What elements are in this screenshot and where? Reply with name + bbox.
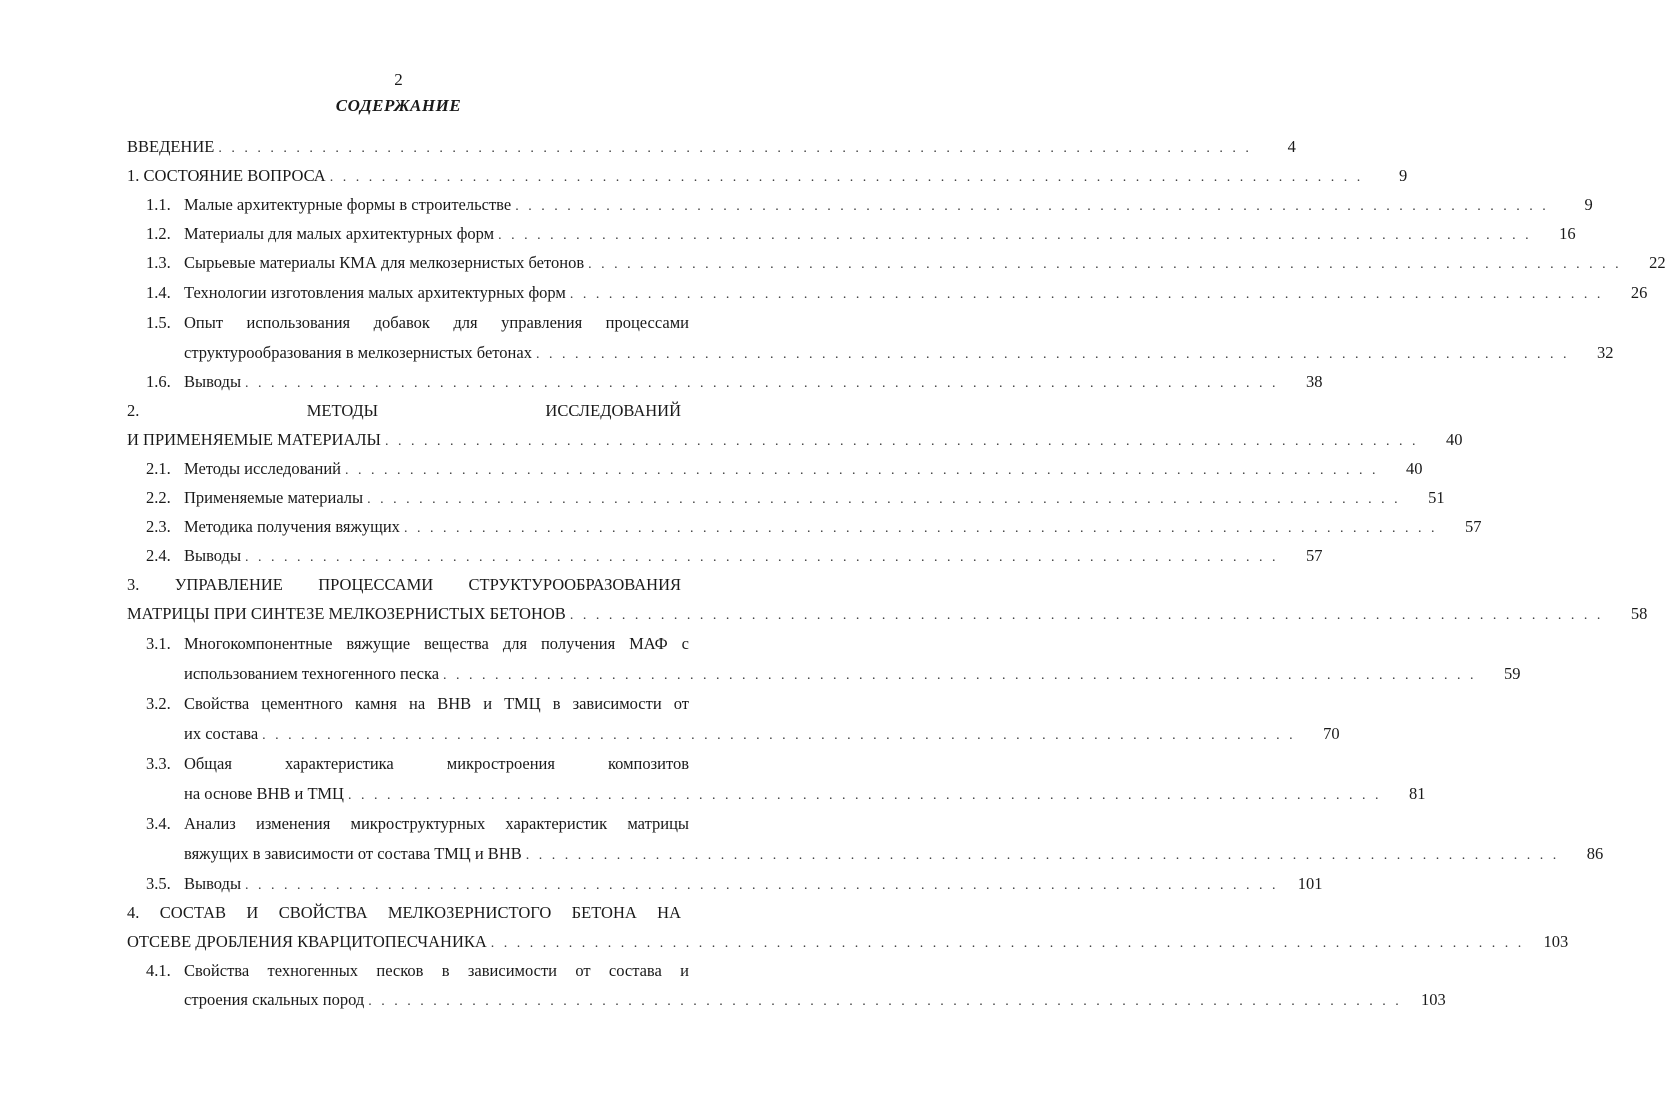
toc-page-number: 40	[1445, 430, 1463, 449]
toc-page-number: 9	[1584, 195, 1593, 214]
toc-line	[146, 456, 1423, 482]
toc-item-number: 1.3.	[146, 253, 171, 272]
toc-line	[146, 280, 1648, 306]
leader-dots: . . . . . . . . . . . . . . . . . . . . . . . . . . . . . . . . . . . . . . . . . . . . . . . . . . . . . . . . . . . . . . . . . . . . . . . . . . . . . . . .	[245, 878, 1279, 893]
toc-line	[146, 192, 1593, 218]
leader-dots: . . . . . . . . . . . . . . . . . . . . . . . . . . . . . . . . . . . . . . . . . . . . . . . . . . . . . . . . . . . . . . . . . . . . . . . . . . . . . . . .	[218, 141, 1252, 156]
toc-item-title: Свойства техногенных песков в зависимости от состава и	[184, 961, 689, 980]
toc-page-number: 38	[1306, 372, 1323, 391]
leader-dots: . . . . . . . . . . . . . . . . . . . . . . . . . . . . . . . . . . . . . . . . . . . . . . . . . . . . . . . . . . . . . . . . . . . . . . . . . . . . . . . .	[347, 788, 1382, 803]
toc-item-number: 2.1.	[146, 459, 171, 478]
toc-item-number: 2.2.	[146, 488, 171, 507]
toc-page-number: 81	[1408, 784, 1426, 803]
toc-line	[127, 601, 1648, 627]
toc-item-number: 1.6.	[146, 372, 171, 391]
toc-item-title: Опыт использования добавок для управления процессами	[184, 313, 689, 332]
toc-item-number: 3.5.	[146, 874, 171, 893]
toc-item-title: Материалы для малых архитектурных форм	[184, 224, 495, 243]
toc-item-number: 2.3.	[146, 517, 171, 536]
toc-page-number: 16	[1559, 224, 1576, 243]
toc-item-title: на основе ВНВ и ТМЦ	[184, 784, 344, 803]
toc-line	[127, 398, 737, 424]
toc-item-number: 1.1.	[146, 195, 171, 214]
toc-item-number: 4.1.	[146, 961, 171, 980]
toc-page-number: 103	[1543, 932, 1569, 951]
leader-dots: . . . . . . . . . . . . . . . . . . . . . . . . . . . . . . . . . . . . . . . . . . . . . . . . . . . . . . . . . . . . . . . . . . . . . . . . . . . . . . . .	[588, 257, 1622, 272]
toc-page-number: 59	[1504, 664, 1521, 683]
toc-line	[146, 691, 737, 717]
toc-item-title: вяжущих в зависимости от состава ТМЦ и ВНВ	[184, 844, 522, 863]
toc-item-title: использованием техногенного песка	[184, 664, 440, 683]
toc-item-title: Общая характеристика микростроения композитов	[184, 754, 689, 773]
toc-line	[146, 751, 737, 777]
toc-page-number: 22	[1649, 253, 1666, 272]
toc-item-title: И ПРИМЕНЯЕМЫЕ МАТЕРИАЛЫ	[127, 430, 381, 449]
toc-item-number: 3.2.	[146, 694, 171, 713]
toc-item-number: 3.4.	[146, 814, 171, 833]
toc-line	[146, 871, 1323, 897]
toc-item-title: 1. СОСТОЯНИЕ ВОПРОСА	[127, 166, 326, 185]
toc-page-number: 9	[1398, 166, 1408, 185]
leader-dots: . . . . . . . . . . . . . . . . . . . . . . . . . . . . . . . . . . . . . . . . . . . . . . . . . . . . . . . . . . . . . . . . . . . . . . . . . . . . . . . .	[403, 521, 1438, 536]
toc-item-number: 3.3.	[146, 754, 171, 773]
toc-page-number: 51	[1428, 488, 1445, 507]
toc-page-number: 86	[1586, 844, 1604, 863]
toc-item-title: Свойства цементного камня на ВНВ и ТМЦ в зависимости от	[184, 694, 689, 713]
leader-dots: . . . . . . . . . . . . . . . . . . . . . . . . . . . . . . . . . . . . . . . . . . . . . . . . . . . . . . . . . . . . . . . . . . . . . . . . . . . . . . . .	[515, 199, 1549, 214]
toc-item-number: 1.5.	[146, 313, 171, 332]
toc-item-title: 4. СОСТАВ И СВОЙСТВА МЕЛКОЗЕРНИСТОГО БЕТОНА НА	[127, 903, 681, 922]
toc-item-number: 1.4.	[146, 283, 171, 302]
toc-line	[127, 572, 737, 598]
toc-item-title: 2. МЕТОДЫ ИССЛЕДОВАНИЙ	[127, 401, 681, 420]
toc-page-number: 26	[1630, 283, 1648, 302]
toc-item-title: Малые архитектурные формы в строительстве	[184, 195, 512, 214]
leader-dots: . . . . . . . . . . . . . . . . . . . . . . . . . . . . . . . . . . . . . . . . . . . . . . . . . . . . . . . . . . . . . . . . . . . . . . . . . . . . . . . .	[525, 848, 1560, 863]
toc-page-number: 101	[1297, 874, 1323, 893]
toc-line	[127, 163, 1408, 189]
leader-dots: . . . . . . . . . . . . . . . . . . . . . . . . . . . . . . . . . . . . . . . . . . . . . . . . . . . . . . . . . . . . . . . . . . . . . . . . . . . . . . . .	[245, 376, 1279, 391]
toc-item-number: 3.1.	[146, 634, 171, 653]
toc-line	[127, 134, 1296, 160]
toc-line	[146, 485, 1445, 511]
toc-line	[146, 811, 737, 837]
toc-item-title: ОТСЕВЕ ДРОБЛЕНИЯ КВАРЦИТОПЕСЧАНИКА	[127, 932, 487, 951]
toc-line	[146, 221, 1576, 247]
toc-item-title: Многокомпонентные вяжущие вещества для получения МАФ с	[184, 634, 689, 653]
leader-dots: . . . . . . . . . . . . . . . . . . . . . . . . . . . . . . . . . . . . . . . . . . . . . . . . . . . . . . . . . . . . . . . . . . . . . . . . . . . . . . . .	[329, 170, 1364, 185]
toc-item-title: 3. УПРАВЛЕНИЕ ПРОЦЕССАМИ СТРУКТУРООБРАЗОВАНИЯ	[127, 575, 681, 594]
toc-line	[146, 543, 1323, 569]
toc-line	[146, 250, 1666, 276]
toc-line	[146, 310, 737, 336]
leader-dots: . . . . . . . . . . . . . . . . . . . . . . . . . . . . . . . . . . . . . . . . . . . . . . . . . . . . . . . . . . . . . . . . . . . . . . . . . . . . . . . .	[262, 728, 1296, 743]
toc-line	[146, 958, 737, 984]
toc-item-title: Методы исследований	[184, 459, 341, 478]
toc-line	[146, 661, 1521, 687]
toc-page-number: 70	[1323, 724, 1340, 743]
toc-page-number: 4	[1287, 137, 1296, 156]
toc-item-title: строения скальных пород	[184, 990, 365, 1009]
leader-dots: . . . . . . . . . . . . . . . . . . . . . . . . . . . . . . . . . . . . . . . . . . . . . . . . . . . . . . . . . . . . . . . . . . . . . . . . . . . . . . . .	[384, 434, 1419, 449]
leader-dots: . . . . . . . . . . . . . . . . . . . . . . . . . . . . . . . . . . . . . . . . . . . . . . . . . . . . . . . . . . . . . . . . . . . . . . . . . . . . . . . .	[490, 936, 1525, 951]
toc-line	[146, 514, 1482, 540]
toc-line	[127, 427, 1463, 453]
page-number: 2	[394, 70, 403, 89]
toc-line	[146, 631, 737, 657]
toc-item-number: 1.2.	[146, 224, 171, 243]
toc-line	[127, 900, 737, 926]
toc-item-title: Методика получения вяжущих	[184, 517, 400, 536]
leader-dots: . . . . . . . . . . . . . . . . . . . . . . . . . . . . . . . . . . . . . . . . . . . . . . . . . . . . . . . . . . . . . . . . . . . . . . . . . . . . . . . .	[345, 463, 1379, 478]
toc-item-title: Анализ изменения микроструктурных характеристик матрицы	[184, 814, 689, 833]
leader-dots: . . . . . . . . . . . . . . . . . . . . . . . . . . . . . . . . . . . . . . . . . . . . . . . . . . . . . . . . . . . . . . . . . . . . . . . . . . . . . . . .	[569, 287, 1604, 302]
leader-dots: . . . . . . . . . . . . . . . . . . . . . . . . . . . . . . . . . . . . . . . . . . . . . . . . . . . . . . . . . . . . . . . . . . . . . . . . . . . . . . . .	[443, 668, 1477, 683]
toc-line	[146, 369, 1323, 395]
toc-page-number: 32	[1596, 343, 1614, 362]
toc-line	[146, 781, 1426, 807]
toc-line	[146, 987, 1446, 1013]
toc-page-number: 103	[1421, 990, 1446, 1009]
toc-line	[146, 721, 1340, 747]
page-title: СОДЕРЖАНИЕ	[335, 96, 462, 115]
toc-item-title: МАТРИЦЫ ПРИ СИНТЕЗЕ МЕЛКОЗЕРНИСТЫХ БЕТОНОВ	[127, 604, 566, 623]
toc-item-number: 2.4.	[146, 546, 171, 565]
toc-item-title: Выводы	[184, 546, 242, 565]
toc-item-title: Технологии изготовления малых архитектурных форм	[184, 283, 566, 302]
toc-item-title: ВВЕДЕНИЕ	[127, 137, 215, 156]
toc-line	[146, 340, 1614, 366]
toc-item-title: Выводы	[184, 372, 242, 391]
toc-line	[146, 841, 1604, 867]
leader-dots: . . . . . . . . . . . . . . . . . . . . . . . . . . . . . . . . . . . . . . . . . . . . . . . . . . . . . . . . . . . . . . . . . . . . . . . . . . . . . . . .	[245, 550, 1279, 565]
toc-item-title: структурообразования в мелкозернистых бетонах	[184, 343, 532, 362]
leader-dots: . . . . . . . . . . . . . . . . . . . . . . . . . . . . . . . . . . . . . . . . . . . . . . . . . . . . . . . . . . . . . . . . . . . . . . . . . . . . . . . .	[498, 228, 1532, 243]
toc-line	[127, 929, 1569, 955]
toc-item-title: их состава	[184, 724, 259, 743]
leader-dots: . . . . . . . . . . . . . . . . . . . . . . . . . . . . . . . . . . . . . . . . . . . . . . . . . . . . . . . . . . . . . . . . . . . . . . . . . . . . . . . .	[535, 347, 1570, 362]
toc-page-number: 57	[1464, 517, 1482, 536]
toc-page-number: 57	[1306, 546, 1323, 565]
toc-page-number: 58	[1630, 604, 1648, 623]
toc-item-title: Выводы	[184, 874, 242, 893]
toc-page-number: 40	[1406, 459, 1423, 478]
leader-dots: . . . . . . . . . . . . . . . . . . . . . . . . . . . . . . . . . . . . . . . . . . . . . . . . . . . . . . . . . . . . . . . . . . . . . . . . . . . . . . . .	[367, 492, 1401, 507]
toc-item-title: Сырьевые материалы КМА для мелкозернистых бетонов	[184, 253, 585, 272]
toc-item-title: Применяемые материалы	[184, 488, 364, 507]
leader-dots: . . . . . . . . . . . . . . . . . . . . . . . . . . . . . . . . . . . . . . . . . . . . . . . . . . . . . . . . . . . . . . . . . . . . . . . . . . . . . . . .	[569, 608, 1604, 623]
leader-dots: . . . . . . . . . . . . . . . . . . . . . . . . . . . . . . . . . . . . . . . . . . . . . . . . . . . . . . . . . . . . . . . . . . . . . . . . . . . . . . . .	[368, 994, 1402, 1009]
